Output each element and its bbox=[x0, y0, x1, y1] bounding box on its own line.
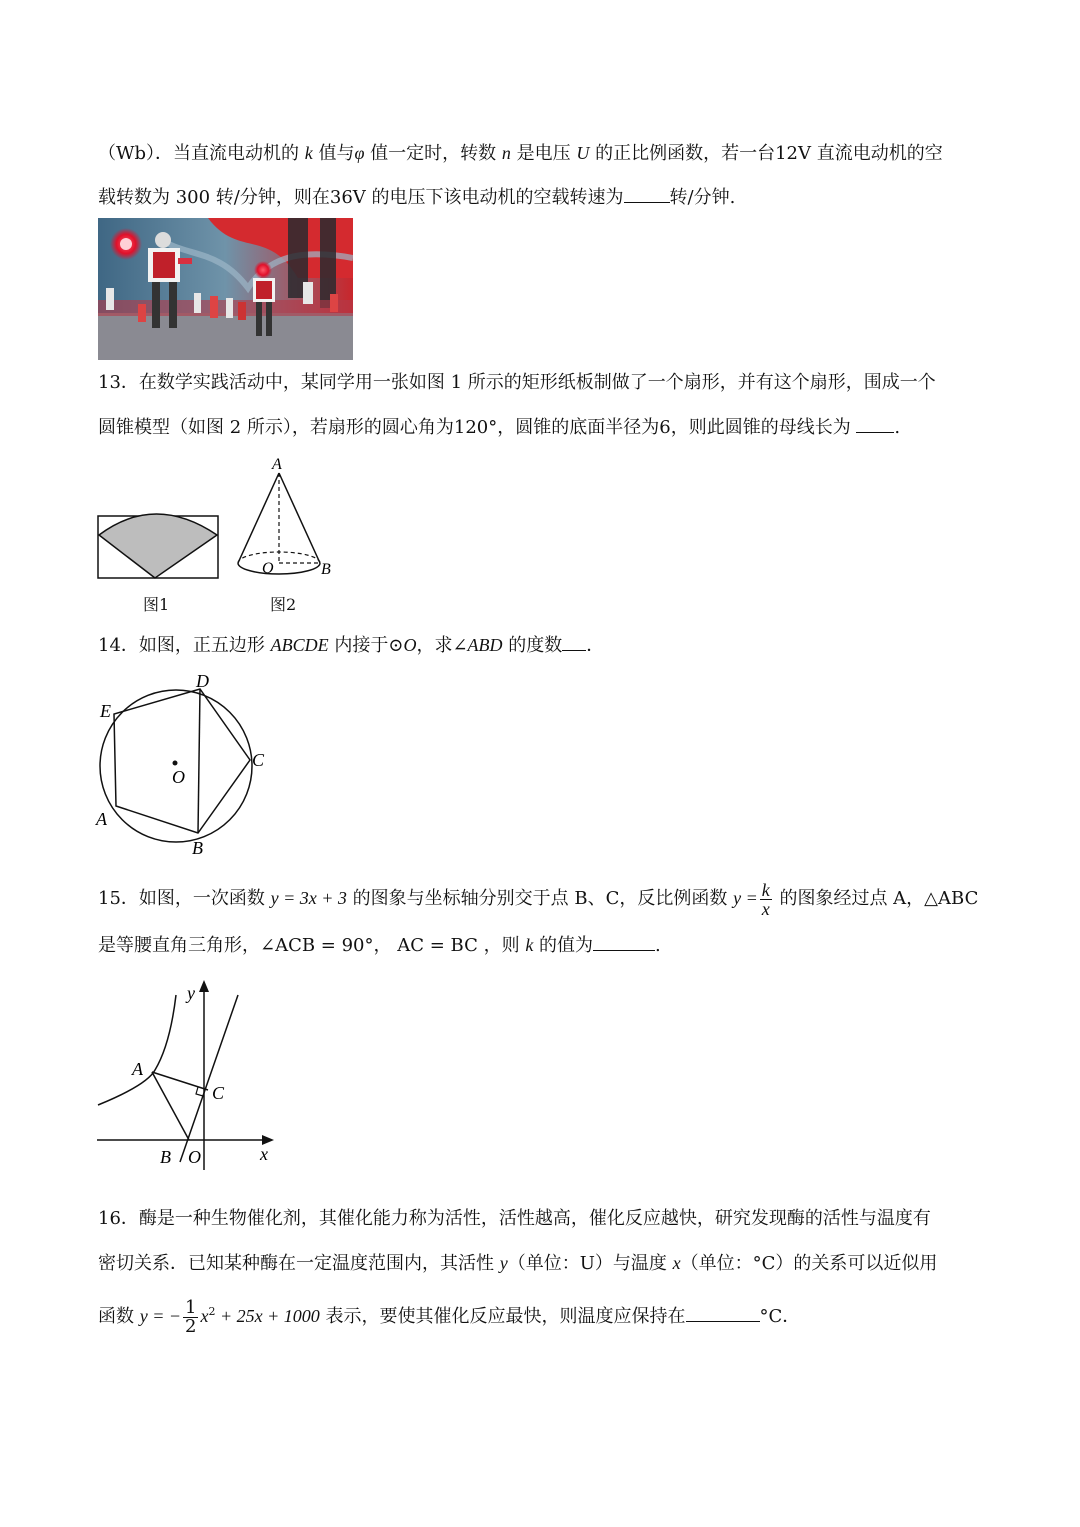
q12-line2: 载转数为 300 转/分钟，则在36V 的电压下该电动机的空载转速为 转/分钟. bbox=[98, 184, 735, 211]
k-over-x-fraction: $\frac{k}{x}$ bbox=[761, 879, 770, 919]
q15-line2: 是等腰直角三角形，∠ACB = 90°， AC = BC ，则 k 的值为 . bbox=[98, 932, 661, 959]
q13-line2: 圆锥模型（如图 2 所示），若扇形的圆心角为120°，圆锥的底面半径为6，则此圆锥的母线长为 . bbox=[98, 414, 900, 441]
answer-blank[interactable] bbox=[562, 632, 586, 651]
q13-figures bbox=[95, 455, 345, 585]
label-A: A bbox=[272, 456, 282, 473]
label-x: x bbox=[260, 1144, 268, 1164]
fig1-caption: 图1 bbox=[143, 595, 170, 614]
q16-line2: 密切关系．已知某种酶在一定温度范围内，其活性 y（单位：U）与温度 x（单位：°C）的关系可以近似用 bbox=[98, 1253, 938, 1274]
fig2-cone bbox=[238, 456, 331, 578]
label-A: A bbox=[132, 1059, 143, 1079]
one-half-fraction: $\frac{1}{2}$ bbox=[185, 1296, 197, 1337]
fig1-rectangle-sector bbox=[98, 514, 218, 578]
answer-blank[interactable] bbox=[686, 1303, 760, 1322]
fig2-caption: 图2 bbox=[270, 595, 297, 614]
label-O: O bbox=[188, 1147, 201, 1167]
answer-blank[interactable] bbox=[624, 184, 670, 203]
q15-coordinate-figure bbox=[92, 975, 282, 1170]
q16-line3: 函数 y = − $\frac{1}{2}$ $x^2 + 25x + 1000$ 表示，要使其催化反应最快，则温度应保持在 °C． bbox=[98, 1296, 801, 1337]
q12-line1: （Wb）．当直流电动机的 k 值与φ 值一定时，转数 n 是电压 U 的正比例函数，若一台12V 直流电动机的空 bbox=[98, 143, 943, 164]
label-B: B bbox=[192, 838, 203, 858]
label-O: O bbox=[262, 560, 274, 577]
robot-dance-photo bbox=[98, 218, 353, 360]
label-E: E bbox=[100, 701, 111, 721]
label-C: C bbox=[212, 1083, 225, 1103]
label-A: A bbox=[96, 809, 107, 829]
label-B: B bbox=[160, 1147, 171, 1167]
q14-text: 14．如图，正五边形 ABCDE 内接于⊙O，求∠ABD 的度数 ． bbox=[98, 632, 604, 659]
q16-line1: 16．酶是一种生物催化剂，其催化能力称为活性，活性越高，催化反应越快，研究发现酶的活性与温度有 bbox=[98, 1208, 931, 1229]
label-B: B bbox=[321, 561, 331, 578]
robot-dance-stage-image bbox=[98, 218, 353, 360]
answer-blank[interactable] bbox=[593, 932, 655, 951]
q15-line1: 15．如图，一次函数 y = 3x + 3 的图象与坐标轴分别交于点 B、C，反比例函数 y = $\frac{k}{x}$ 的图象经过点 A，△ABC bbox=[98, 879, 979, 919]
label-D: D bbox=[196, 671, 209, 691]
q13-line1: 13．在数学实践活动中，某同学用一张如图 1 所示的矩形纸板制做了一个扇形，并有这个扇形，围成一个 bbox=[98, 372, 936, 393]
q14-pentagon-figure bbox=[92, 665, 282, 860]
label-O: O bbox=[172, 767, 185, 787]
label-C: C bbox=[252, 750, 265, 770]
answer-blank[interactable] bbox=[856, 414, 894, 433]
label-y: y bbox=[187, 983, 195, 1003]
